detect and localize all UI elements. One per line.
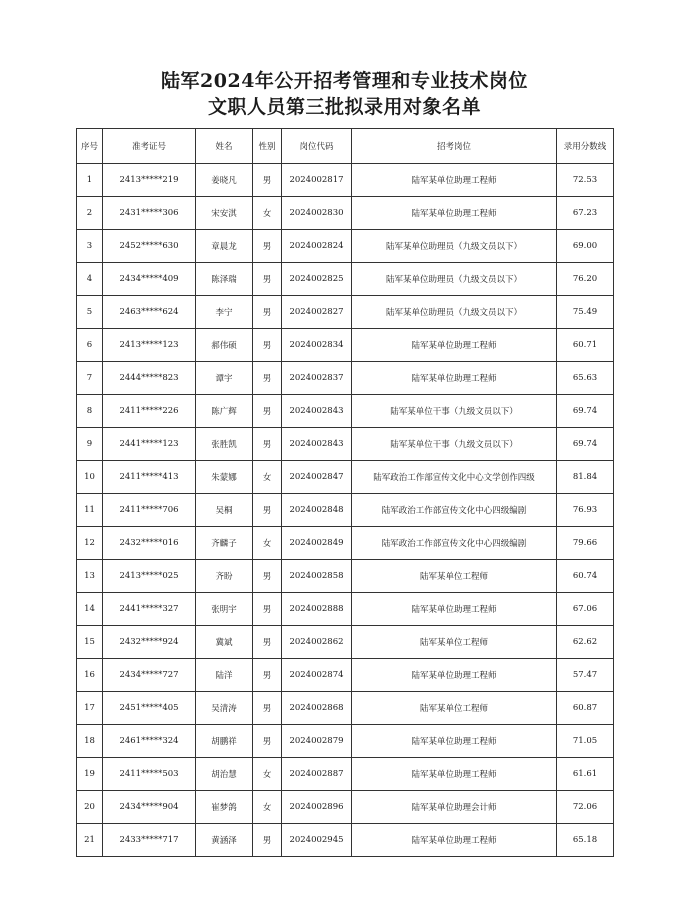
cell-gender: 男 (253, 428, 282, 461)
cell-post-code: 2024002945 (282, 824, 352, 857)
cell-gender: 男 (253, 230, 282, 263)
cell-gender: 男 (253, 296, 282, 329)
cell-name: 黄涵泽 (196, 824, 253, 857)
cell-seq: 15 (77, 626, 103, 659)
cell-exam-id: 2431*****306 (103, 197, 196, 230)
cell-gender: 男 (253, 263, 282, 296)
table-row (77, 428, 614, 461)
table-row (77, 164, 614, 197)
cell-exam-id: 2411*****413 (103, 461, 196, 494)
cell-seq: 1 (77, 164, 103, 197)
cell-name: 张明宇 (196, 593, 253, 626)
cell-score: 81.84 (557, 461, 614, 494)
cell-post: 陆军某单位助理工程师 (352, 824, 557, 857)
cell-name: 齐盼 (196, 560, 253, 593)
cell-post-code: 2024002874 (282, 659, 352, 692)
cell-gender: 女 (253, 461, 282, 494)
admission-roster-table (76, 128, 614, 857)
cell-post-code: 2024002837 (282, 362, 352, 395)
cell-seq: 10 (77, 461, 103, 494)
cell-score: 79.66 (557, 527, 614, 560)
cell-name: 冀斌 (196, 626, 253, 659)
cell-post: 陆军某单位工程师 (352, 626, 557, 659)
cell-gender: 男 (253, 329, 282, 362)
cell-gender: 男 (253, 164, 282, 197)
cell-name: 吴桐 (196, 494, 253, 527)
cell-exam-id: 2413*****025 (103, 560, 196, 593)
cell-post-code: 2024002896 (282, 791, 352, 824)
cell-seq: 18 (77, 725, 103, 758)
table-row (77, 824, 614, 857)
cell-post-code: 2024002834 (282, 329, 352, 362)
table-row (77, 362, 614, 395)
cell-gender: 男 (253, 626, 282, 659)
cell-exam-id: 2463*****624 (103, 296, 196, 329)
cell-name: 陈泽瑞 (196, 263, 253, 296)
table-row (77, 692, 614, 725)
cell-score: 72.06 (557, 791, 614, 824)
cell-post: 陆军某单位干事（九级文员以下） (352, 428, 557, 461)
cell-exam-id: 2452*****630 (103, 230, 196, 263)
cell-post-code: 2024002862 (282, 626, 352, 659)
cell-post-code: 2024002887 (282, 758, 352, 791)
cell-exam-id: 2441*****123 (103, 428, 196, 461)
cell-post: 陆军某单位助理工程师 (352, 329, 557, 362)
table-row (77, 461, 614, 494)
table-row (77, 494, 614, 527)
cell-score: 69.74 (557, 395, 614, 428)
cell-score: 76.20 (557, 263, 614, 296)
table-row (77, 791, 614, 824)
cell-seq: 13 (77, 560, 103, 593)
cell-seq: 9 (77, 428, 103, 461)
table-row (77, 626, 614, 659)
header-post-code: 岗位代码 (282, 129, 352, 164)
cell-score: 60.87 (557, 692, 614, 725)
cell-exam-id: 2434*****409 (103, 263, 196, 296)
cell-exam-id: 2432*****016 (103, 527, 196, 560)
cell-post-code: 2024002847 (282, 461, 352, 494)
cell-exam-id: 2444*****823 (103, 362, 196, 395)
header-gender: 性别 (253, 129, 282, 164)
cell-name: 齐麟子 (196, 527, 253, 560)
cell-gender: 女 (253, 527, 282, 560)
cell-exam-id: 2451*****405 (103, 692, 196, 725)
cell-gender: 女 (253, 197, 282, 230)
table-row (77, 230, 614, 263)
cell-score: 57.47 (557, 659, 614, 692)
table-row (77, 659, 614, 692)
cell-seq: 2 (77, 197, 103, 230)
cell-post: 陆军政治工作部宣传文化中心四级编剧 (352, 527, 557, 560)
cell-post: 陆军某单位助理员（九级文员以下） (352, 230, 557, 263)
cell-score: 62.62 (557, 626, 614, 659)
cell-name: 吴清涛 (196, 692, 253, 725)
cell-post: 陆军某单位助理工程师 (352, 164, 557, 197)
cell-post: 陆军某单位助理员（九级文员以下） (352, 296, 557, 329)
cell-post-code: 2024002843 (282, 428, 352, 461)
cell-seq: 14 (77, 593, 103, 626)
cell-name: 朱蒙娜 (196, 461, 253, 494)
cell-post-code: 2024002817 (282, 164, 352, 197)
table-row (77, 395, 614, 428)
cell-score: 65.63 (557, 362, 614, 395)
cell-post: 陆军某单位工程师 (352, 692, 557, 725)
cell-post-code: 2024002825 (282, 263, 352, 296)
cell-score: 69.74 (557, 428, 614, 461)
table-row (77, 263, 614, 296)
cell-name: 李宁 (196, 296, 253, 329)
table-row (77, 197, 614, 230)
cell-score: 65.18 (557, 824, 614, 857)
cell-exam-id: 2433*****717 (103, 824, 196, 857)
cell-name: 陆洋 (196, 659, 253, 692)
cell-exam-id: 2441*****327 (103, 593, 196, 626)
cell-seq: 8 (77, 395, 103, 428)
cell-post: 陆军某单位干事（九级文员以下） (352, 395, 557, 428)
cell-post-code: 2024002843 (282, 395, 352, 428)
cell-seq: 6 (77, 329, 103, 362)
cell-post-code: 2024002827 (282, 296, 352, 329)
cell-exam-id: 2432*****924 (103, 626, 196, 659)
cell-seq: 20 (77, 791, 103, 824)
cell-post: 陆军某单位助理会计师 (352, 791, 557, 824)
cell-seq: 19 (77, 758, 103, 791)
cell-exam-id: 2411*****706 (103, 494, 196, 527)
table-row (77, 758, 614, 791)
cell-gender: 男 (253, 395, 282, 428)
cell-score: 69.00 (557, 230, 614, 263)
cell-score: 71.05 (557, 725, 614, 758)
table-header-row (77, 129, 614, 164)
cell-post-code: 2024002888 (282, 593, 352, 626)
document-title-line-2: 文职人员第三批拟录用对象名单 (207, 96, 481, 118)
cell-name: 胡鹏祥 (196, 725, 253, 758)
cell-exam-id: 2413*****219 (103, 164, 196, 197)
cell-post: 陆军某单位工程师 (352, 560, 557, 593)
header-exam-id: 准考证号 (103, 129, 196, 164)
cell-post: 陆军某单位助理工程师 (352, 362, 557, 395)
cell-score: 67.06 (557, 593, 614, 626)
cell-gender: 男 (253, 362, 282, 395)
table-row (77, 725, 614, 758)
cell-name: 姜晓凡 (196, 164, 253, 197)
header-post: 招考岗位 (352, 129, 557, 164)
cell-gender: 男 (253, 824, 282, 857)
cell-name: 宋安淇 (196, 197, 253, 230)
cell-post-code: 2024002868 (282, 692, 352, 725)
cell-seq: 4 (77, 263, 103, 296)
header-seq: 序号 (77, 129, 103, 164)
cell-seq: 3 (77, 230, 103, 263)
header-name: 姓名 (196, 129, 253, 164)
cell-post: 陆军某单位助理工程师 (352, 593, 557, 626)
cell-post: 陆军某单位助理工程师 (352, 758, 557, 791)
cell-name: 谭宇 (196, 362, 253, 395)
cell-score: 67.23 (557, 197, 614, 230)
cell-post: 陆军某单位助理工程师 (352, 659, 557, 692)
cell-post: 陆军政治工作部宣传文化中心文学创作四级 (352, 461, 557, 494)
cell-post: 陆军政治工作部宣传文化中心四级编剧 (352, 494, 557, 527)
cell-gender: 男 (253, 494, 282, 527)
cell-exam-id: 2434*****727 (103, 659, 196, 692)
cell-exam-id: 2411*****226 (103, 395, 196, 428)
cell-gender: 女 (253, 758, 282, 791)
cell-seq: 7 (77, 362, 103, 395)
table-row (77, 593, 614, 626)
table-row (77, 527, 614, 560)
cell-score: 72.53 (557, 164, 614, 197)
cell-seq: 16 (77, 659, 103, 692)
table-row (77, 560, 614, 593)
cell-seq: 5 (77, 296, 103, 329)
cell-seq: 17 (77, 692, 103, 725)
cell-score: 76.93 (557, 494, 614, 527)
cell-score: 61.61 (557, 758, 614, 791)
cell-name: 郝伟硕 (196, 329, 253, 362)
cell-post-code: 2024002879 (282, 725, 352, 758)
cell-post: 陆军某单位助理工程师 (352, 197, 557, 230)
cell-score: 75.49 (557, 296, 614, 329)
cell-seq: 12 (77, 527, 103, 560)
cell-name: 崔梦鸽 (196, 791, 253, 824)
table-row (77, 296, 614, 329)
cell-exam-id: 2461*****324 (103, 725, 196, 758)
cell-post-code: 2024002830 (282, 197, 352, 230)
document-title-line-1: 陆军2024年公开招考管理和专业技术岗位 (161, 70, 528, 92)
cell-seq: 11 (77, 494, 103, 527)
cell-gender: 男 (253, 593, 282, 626)
cell-post-code: 2024002848 (282, 494, 352, 527)
cell-gender: 男 (253, 692, 282, 725)
cell-exam-id: 2411*****503 (103, 758, 196, 791)
table-body (77, 164, 614, 857)
cell-gender: 男 (253, 560, 282, 593)
cell-gender: 男 (253, 659, 282, 692)
cell-score: 60.71 (557, 329, 614, 362)
cell-post-code: 2024002824 (282, 230, 352, 263)
cell-gender: 女 (253, 791, 282, 824)
cell-seq: 21 (77, 824, 103, 857)
cell-name: 张胜凯 (196, 428, 253, 461)
cell-exam-id: 2434*****904 (103, 791, 196, 824)
cell-exam-id: 2413*****123 (103, 329, 196, 362)
cell-score: 60.74 (557, 560, 614, 593)
cell-name: 章晨龙 (196, 230, 253, 263)
table-row (77, 329, 614, 362)
cell-post: 陆军某单位助理工程师 (352, 725, 557, 758)
cell-name: 陈广辉 (196, 395, 253, 428)
header-score: 录用分数线 (557, 129, 614, 164)
cell-post-code: 2024002849 (282, 527, 352, 560)
cell-name: 胡治慧 (196, 758, 253, 791)
cell-gender: 男 (253, 725, 282, 758)
cell-post: 陆军某单位助理员（九级文员以下） (352, 263, 557, 296)
cell-post-code: 2024002858 (282, 560, 352, 593)
